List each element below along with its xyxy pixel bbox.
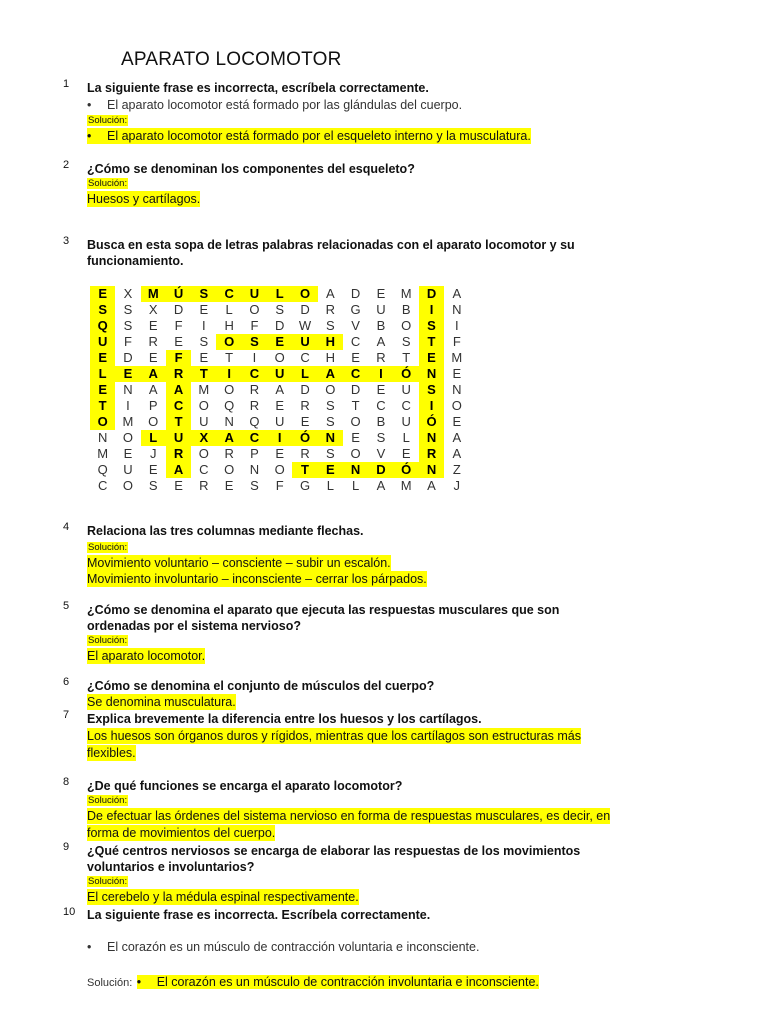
word-search-cell: A — [318, 366, 343, 382]
word-search-cell: L — [90, 366, 115, 382]
word-search-cell: A — [427, 478, 436, 493]
word-search-cell: A — [452, 286, 462, 301]
word-search-cell: I — [454, 318, 459, 333]
word-search-cell: S — [250, 478, 259, 493]
word-search-cell: E — [376, 286, 386, 301]
word-search-cell: D — [173, 302, 184, 317]
question-number: 9 — [63, 841, 70, 853]
statement — [87, 939, 479, 955]
statement-text: El corazón es un músculo de contracción voluntaria e inconsciente. — [107, 940, 480, 954]
word-search-row — [90, 366, 469, 382]
question-number: 4 — [63, 521, 70, 533]
word-search-cell: O — [122, 478, 133, 493]
word-search-cell: E — [148, 318, 158, 333]
answer-line-1: Movimiento voluntario – consciente – subir un escalón. — [87, 556, 391, 570]
question-text: Relaciona las tres columnas mediante flechas. — [87, 524, 364, 538]
question-text-line-1: ¿Cómo se denomina el aparato que ejecuta las respuestas musculares que son — [87, 603, 560, 617]
word-search-cell: E — [351, 350, 360, 365]
word-search-cell: C — [166, 398, 191, 414]
question-text: La siguiente frase es incorrecta. Escríbela correctamente. — [87, 908, 431, 922]
word-search-cell: H — [224, 318, 234, 333]
solution-label: Solución: — [88, 115, 128, 126]
word-search-cell: E — [300, 414, 310, 429]
word-search-cell: O — [274, 462, 285, 477]
question-number: 10 — [63, 906, 76, 918]
question-text-line-2: ordenadas por el sistema nervioso? — [87, 619, 301, 633]
word-search-cell: E — [351, 430, 360, 445]
word-search-cell: Q — [97, 462, 108, 477]
answer-line-2: Movimiento involuntario – inconsciente – cerrar los párpados. — [87, 572, 427, 586]
word-search-cell: A — [452, 430, 462, 445]
word-search-cell: D — [300, 302, 310, 317]
answer-line-2: flexibles. — [87, 746, 136, 760]
word-search-cell: N — [97, 430, 108, 445]
question-text: ¿De qué funciones se encarga el aparato locomotor? — [87, 779, 403, 793]
question-text: ¿Cómo se denomina el conjunto de músculos del cuerpo? — [87, 679, 435, 693]
word-search-cell: E — [224, 478, 234, 493]
word-search-cell: X — [148, 302, 158, 317]
word-search-cell: C — [401, 398, 411, 413]
word-search-cell: B — [376, 318, 386, 333]
word-search-row — [90, 382, 469, 398]
word-search-cell: L — [402, 430, 410, 445]
solution-label: Solución: — [88, 795, 128, 806]
word-search-cell: B — [376, 414, 386, 429]
word-search-cell: N — [419, 462, 444, 478]
word-search-cell: T — [292, 462, 317, 478]
word-search-cell: E — [90, 350, 115, 366]
bullet-icon: • — [87, 129, 92, 143]
word-search-cell: D — [275, 318, 285, 333]
word-search-cell: L — [326, 478, 334, 493]
word-search-cell: N — [419, 366, 444, 382]
word-search-cell: Ó — [394, 366, 419, 382]
word-search-cell: U — [166, 430, 191, 446]
word-search-cell: N — [123, 382, 133, 397]
solution-row — [87, 973, 539, 991]
word-search-cell: A — [376, 334, 386, 349]
question-text-line-1: ¿Qué centros nerviosos se encarga de elaborar las respuestas de los movimientos — [87, 844, 581, 858]
word-search-cell: R — [419, 446, 444, 462]
word-search-cell: N — [343, 462, 368, 478]
word-search-cell: M — [141, 286, 166, 302]
solution-label: Solución: — [87, 977, 133, 989]
word-search-cell: O — [216, 334, 241, 350]
word-search-cell: A — [452, 446, 462, 461]
word-search-cell: Ó — [394, 462, 419, 478]
word-search-cell: W — [298, 318, 312, 333]
word-search-cell: C — [216, 286, 241, 302]
word-search-cell: E — [318, 462, 343, 478]
word-search-cell: O — [198, 446, 209, 461]
word-search-cell: C — [242, 430, 267, 446]
word-search-cell: Q — [249, 414, 260, 429]
answer — [137, 975, 539, 989]
question-text-line-1: Busca en esta sopa de letras palabras relacionadas con el aparato locomotor y su — [87, 238, 575, 252]
word-search-cell: U — [401, 382, 411, 397]
word-search-cell: M — [400, 478, 412, 493]
word-search-cell: S — [419, 382, 444, 398]
word-search-cell: E — [376, 382, 386, 397]
word-search-cell: T — [419, 334, 444, 350]
word-search-cell: R — [300, 446, 310, 461]
word-search-cell: R — [376, 350, 386, 365]
word-search-cell: O — [198, 398, 209, 413]
bullet-icon: • — [87, 940, 92, 954]
word-search-cell: T — [225, 350, 234, 365]
word-search-cell: H — [318, 334, 343, 350]
word-search-cell: F — [166, 350, 191, 366]
word-search-cell: R — [325, 302, 336, 317]
word-search-cell: F — [452, 334, 461, 349]
word-search-cell: I — [126, 398, 130, 413]
solution-label: Solución: — [88, 635, 128, 646]
word-search-cell: R — [249, 398, 260, 413]
word-search-cell: R — [199, 478, 209, 493]
word-search-cell: M — [122, 414, 134, 429]
word-search-cell: A — [376, 478, 386, 493]
word-search-cell: D — [300, 382, 310, 397]
word-search-cell: O — [249, 302, 260, 317]
word-search-cell: D — [350, 382, 361, 397]
word-search-cell: S — [242, 334, 267, 350]
word-search-cell: O — [122, 430, 133, 445]
word-search-cell: D — [368, 462, 393, 478]
question-number: 5 — [63, 600, 70, 612]
solution-label: Solución: — [88, 876, 128, 887]
word-search-cell: D — [419, 286, 444, 302]
word-search-cell: R — [166, 446, 191, 462]
word-search-cell: L — [225, 302, 233, 317]
question-number: 2 — [63, 159, 70, 171]
word-search-cell: T — [191, 366, 216, 382]
word-search-cell: S — [376, 430, 386, 445]
word-search-cell: O — [292, 286, 317, 302]
word-search-cell: S — [325, 318, 335, 333]
word-search-cell: E — [452, 366, 462, 381]
word-search-cell: E — [115, 366, 140, 382]
word-search-cell: R — [166, 366, 191, 382]
word-search-cell: R — [148, 334, 158, 349]
word-search-cell: U — [275, 414, 285, 429]
word-search-cell: U — [90, 334, 115, 350]
word-search-cell: T — [351, 398, 360, 413]
word-search-cell: C — [199, 462, 209, 477]
word-search-cell: A — [325, 286, 335, 301]
word-search-cell: L — [352, 478, 360, 493]
word-search-row — [90, 334, 469, 350]
word-search-cell: S — [325, 446, 335, 461]
word-search-row — [90, 302, 469, 318]
word-search-cell: U — [267, 366, 292, 382]
answer: Se denomina musculatura. — [87, 695, 236, 709]
word-search-cell: S — [401, 334, 411, 349]
word-search-cell: E — [275, 398, 285, 413]
word-search-cell: S — [191, 286, 216, 302]
word-search-cell: E — [148, 462, 158, 477]
answer: El aparato locomotor. — [87, 649, 206, 663]
question-number: 6 — [63, 676, 70, 688]
answer: El cerebelo y la médula espinal respectivamente. — [87, 890, 359, 904]
solution-label: Solución: — [88, 542, 128, 553]
word-search-cell: I — [252, 350, 257, 365]
word-search-cell: E — [90, 286, 115, 302]
word-search-cell: L — [267, 286, 292, 302]
word-search-cell: A — [216, 430, 241, 446]
word-search-cell: C — [97, 478, 108, 493]
word-search-cell: I — [202, 318, 206, 333]
word-search-cell: O — [148, 414, 159, 429]
word-search-cell: S — [199, 334, 209, 349]
word-search-cell: T — [90, 398, 115, 414]
word-search-cell: I — [419, 302, 444, 318]
word-search-cell: E — [90, 382, 115, 398]
page-title: APARATO LOCOMOTOR — [121, 49, 342, 70]
word-search-row — [90, 286, 469, 302]
word-search-cell: I — [267, 430, 292, 446]
question-text-line-2: voluntarios e involuntarios? — [87, 860, 255, 874]
word-search-cell: U — [123, 462, 133, 477]
word-search-cell: T — [166, 414, 191, 430]
word-search-cell: I — [419, 398, 444, 414]
word-search-cell: N — [419, 430, 444, 446]
word-search-row — [90, 446, 469, 462]
word-search-cell: P — [250, 446, 259, 461]
word-search-cell: H — [325, 350, 336, 365]
word-search-cell: S — [325, 398, 335, 413]
answer-line-1: Los huesos son órganos duros y rígidos, mientras que los cartílagos son estructuras más — [87, 729, 582, 743]
word-search-cell: U — [292, 334, 317, 350]
word-search-row — [90, 478, 469, 494]
solution-label: Solución: — [88, 178, 128, 189]
word-search-cell: A — [141, 366, 166, 382]
word-search-cell: U — [401, 414, 411, 429]
word-search-cell: U — [242, 286, 267, 302]
word-search-cell: L — [292, 366, 317, 382]
word-search-cell: V — [376, 446, 386, 461]
word-search-row — [90, 430, 469, 446]
word-search-cell: N — [452, 382, 462, 397]
word-search-cell: S — [123, 318, 133, 333]
word-search-row — [90, 462, 469, 478]
word-search-cell: O — [224, 382, 235, 397]
statement-text: El aparato locomotor está formado por las glándulas del cuerpo. — [107, 98, 463, 112]
word-search-cell: R — [249, 382, 260, 397]
word-search-cell: V — [351, 318, 360, 333]
word-search-row — [90, 398, 469, 414]
word-search-cell: D — [123, 350, 133, 365]
word-search-cell: N — [249, 462, 260, 477]
word-search-cell: E — [123, 446, 133, 461]
word-search-cell: O — [274, 350, 285, 365]
word-search-cell: X — [123, 286, 133, 301]
word-search-cell: N — [224, 414, 234, 429]
word-search-cell: C — [350, 334, 361, 349]
word-search-cell: O — [90, 414, 115, 430]
word-search-row — [90, 318, 469, 334]
word-search-cell: D — [350, 286, 361, 301]
question-number: 3 — [63, 235, 70, 247]
word-search-cell: I — [368, 366, 393, 382]
word-search-cell: Q — [224, 398, 235, 413]
word-search-cell: E — [401, 446, 411, 461]
word-search-cell: C — [343, 366, 368, 382]
word-search-cell: C — [376, 398, 386, 413]
word-search-cell: R — [224, 446, 234, 461]
word-search-cell: E — [267, 334, 292, 350]
word-search-cell: A — [166, 462, 191, 478]
question-text-line-2: funcionamiento. — [87, 254, 184, 268]
word-search-cell: Ú — [166, 286, 191, 302]
bullet-icon: • — [87, 98, 92, 112]
word-search-cell: X — [191, 430, 216, 446]
word-search-cell: F — [123, 334, 132, 349]
word-search-cell: M — [198, 382, 210, 397]
word-search-cell: S — [419, 318, 444, 334]
answer: Huesos y cartílagos. — [87, 192, 201, 206]
question-number: 1 — [63, 78, 70, 90]
word-search-cell: E — [174, 334, 183, 349]
word-search-cell: U — [376, 302, 386, 317]
word-search-cell: S — [275, 302, 285, 317]
word-search-cell: M — [451, 350, 463, 365]
word-search-cell: P — [148, 398, 158, 413]
answer — [87, 128, 531, 144]
word-search-cell: B — [401, 302, 411, 317]
word-search-cell: S — [325, 414, 335, 429]
word-search-cell: U — [199, 414, 209, 429]
word-search-cell: J — [149, 446, 157, 461]
word-search-cell: G — [299, 478, 311, 493]
word-search-cell: Z — [452, 462, 461, 477]
bullet-icon: • — [136, 975, 142, 989]
word-search-cell: C — [242, 366, 267, 382]
word-search-cell: E — [419, 350, 444, 366]
word-search-row — [90, 350, 469, 366]
word-search-cell: E — [199, 350, 209, 365]
word-search-cell: O — [451, 398, 462, 413]
word-search-cell: E — [199, 302, 209, 317]
word-search-cell: C — [300, 350, 310, 365]
word-search-cell: E — [148, 350, 158, 365]
word-search-cell: S — [123, 302, 133, 317]
word-search-cell: I — [216, 366, 241, 382]
word-search-cell: E — [452, 414, 462, 429]
word-search-cell: S — [148, 478, 158, 493]
word-search-cell: O — [325, 382, 336, 397]
word-search-cell: E — [275, 446, 285, 461]
word-search-row — [90, 414, 469, 430]
question-number: 7 — [63, 709, 70, 721]
word-search-cell: O — [224, 462, 235, 477]
word-search-cell: R — [300, 398, 310, 413]
word-search-cell: S — [90, 302, 115, 318]
word-search-grid — [90, 286, 469, 494]
answer-text: El corazón es un músculo de contracción involuntaria e inconsciente. — [156, 975, 539, 989]
word-search-cell: F — [275, 478, 284, 493]
word-search-cell: L — [141, 430, 166, 446]
word-search-cell: E — [174, 478, 183, 493]
word-search-cell: G — [350, 302, 361, 317]
question-text: La siguiente frase es incorrecta, escríbela correctamente. — [87, 81, 429, 95]
word-search-cell: Ó — [419, 414, 444, 430]
answer-line-2: forma de movimientos del cuerpo. — [87, 826, 276, 840]
word-search-cell: N — [318, 430, 343, 446]
word-search-cell: O — [350, 446, 361, 461]
word-search-cell: F — [174, 318, 183, 333]
word-search-cell: A — [275, 382, 285, 397]
word-search-cell: N — [452, 302, 462, 317]
word-search-cell: A — [166, 382, 191, 398]
answer-text: El aparato locomotor está formado por el esqueleto interno y la musculatura. — [107, 129, 531, 143]
word-search-cell: A — [148, 382, 158, 397]
word-search-cell: T — [402, 350, 411, 365]
question-number: 8 — [63, 776, 70, 788]
word-search-cell: O — [350, 414, 361, 429]
word-search-cell: O — [401, 318, 412, 333]
word-search-cell: M — [400, 286, 412, 301]
question-text: Explica brevemente la diferencia entre los huesos y los cartílagos. — [87, 712, 482, 726]
word-search-cell: Q — [90, 318, 115, 334]
question-text: ¿Cómo se denominan los componentes del esqueleto? — [87, 162, 415, 176]
word-search-cell: Ó — [292, 430, 317, 446]
word-search-cell: J — [453, 478, 461, 493]
word-search-cell: F — [250, 318, 259, 333]
statement — [87, 97, 462, 113]
answer-line-1: De efectuar las órdenes del sistema nervioso en forma de respuestas musculares, es decir, en — [87, 809, 611, 823]
word-search-cell: M — [97, 446, 109, 461]
